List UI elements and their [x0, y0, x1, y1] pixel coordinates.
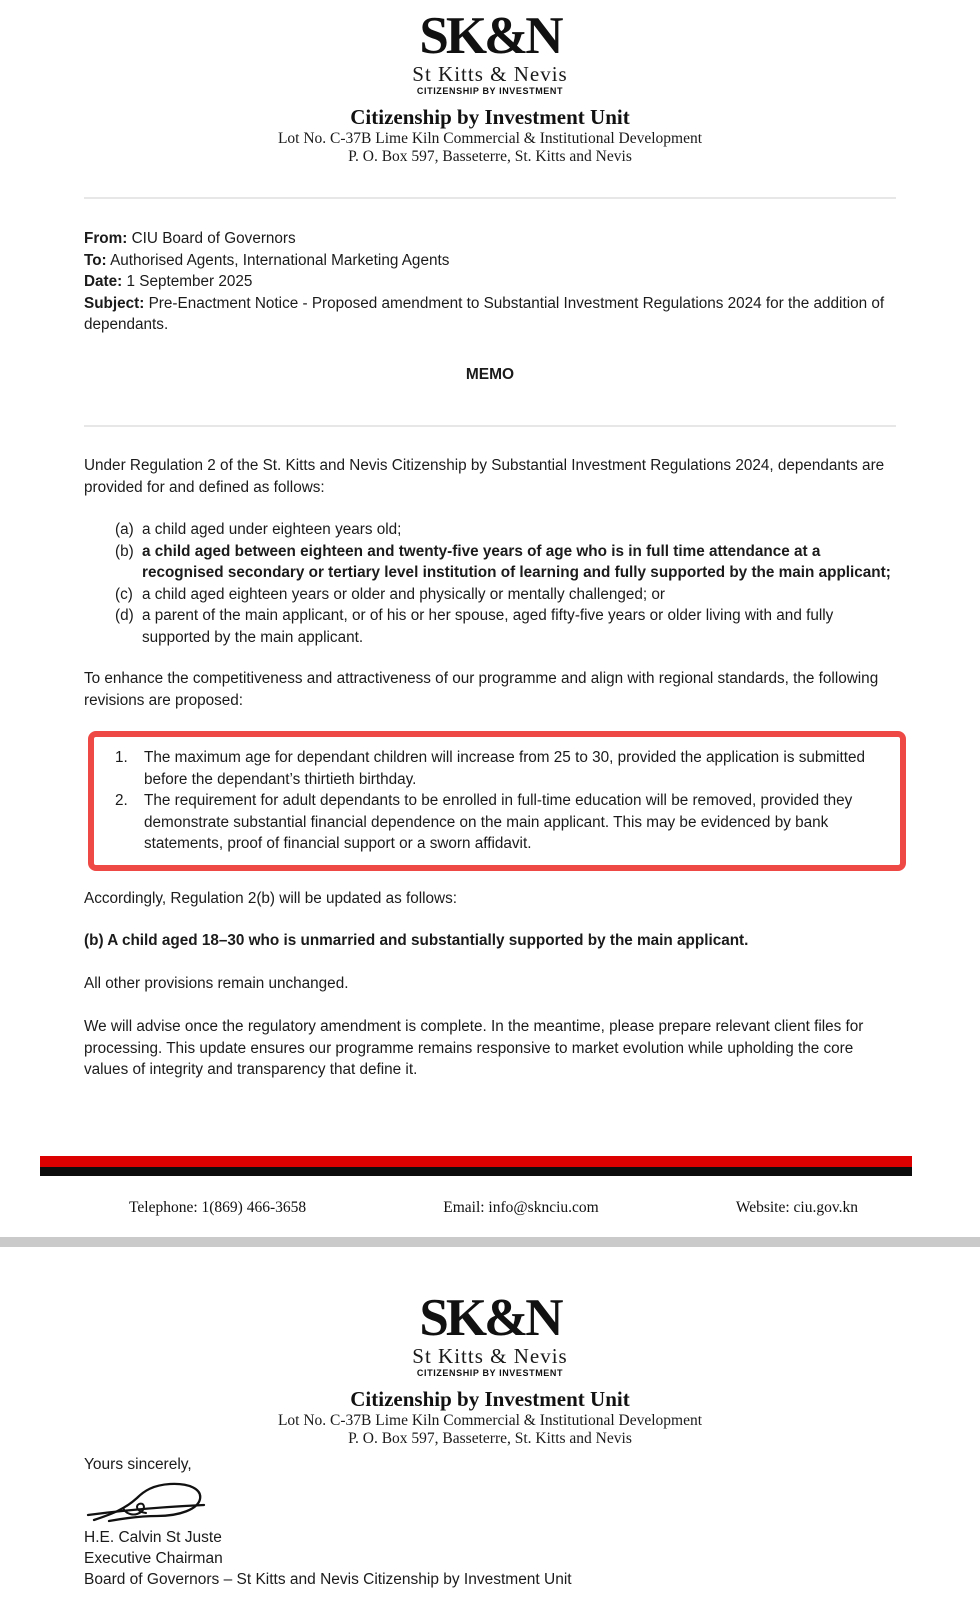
- from-value: CIU Board of Governors: [131, 230, 296, 248]
- footer-stripes: [40, 1156, 912, 1176]
- item-text: The maximum age for dependant children will increase from 25 to 30, provided the application is submitted before the dependant’s thirtieth birthday.: [144, 749, 866, 788]
- address-line-2: P. O. Box 597, Basseterre, St. Kitts and Nevis: [348, 148, 632, 166]
- memo-divider: [84, 425, 896, 427]
- brand-line: St Kitts & Nevis: [412, 62, 568, 86]
- footer-website: Website: ciu.gov.kn: [735, 1199, 858, 1216]
- signature-block: [84, 1454, 980, 1590]
- footer-contacts: [129, 1199, 858, 1217]
- skn-logo: SK&N: [419, 1289, 561, 1347]
- red-stripe: [40, 1156, 912, 1167]
- memo-page-2: [0, 1247, 980, 1608]
- item-text: a child aged eighteen years or older and physically or mentally challenged; or: [142, 585, 665, 603]
- date-label: Date:: [84, 273, 123, 291]
- revisions-intro: To enhance the competitiveness and attractiveness of our programme and align with regional standards, the following revisions are proposed:: [84, 670, 879, 709]
- black-stripe: [40, 1167, 912, 1176]
- valediction: Yours sincerely,: [84, 1456, 192, 1474]
- closing-paragraph: We will advise once the regulatory amendment is complete. In the meantime, please prepare relevant client files for processing. This update ensures our programme remains responsive to market evolution while upholding the core values of integrity and transparency that define it.: [84, 1018, 864, 1079]
- letterhead: [0, 0, 980, 165]
- list-item: [115, 519, 896, 541]
- date-value: 1 September 2025: [126, 273, 253, 291]
- revisions-list: [115, 747, 882, 855]
- address-line-2: P. O. Box 597, Basseterre, St. Kitts and Nevis: [348, 1430, 632, 1448]
- item-marker: 2.: [115, 792, 128, 810]
- letterhead: [0, 1247, 980, 1447]
- subject-label: Subject:: [84, 294, 145, 312]
- address-line-1: Lot No. C-37B Lime Kiln Commercial & Institutional Development: [277, 130, 703, 148]
- intro-paragraph: Under Regulation 2 of the St. Kitts and Nevis Citizenship by Substantial Investment Regulations 2024, dependants are provided for and defined as follows:: [84, 457, 885, 496]
- item-text: a child aged under eighteen years old;: [142, 521, 402, 539]
- memo-title: MEMO: [465, 365, 515, 383]
- address-line-1: Lot No. C-37B Lime Kiln Commercial & Institutional Development: [277, 1412, 703, 1430]
- to-label: To:: [84, 251, 107, 269]
- meta-subject: [84, 293, 896, 336]
- updated-clause: (b) A child aged 18–30 who is unmarried and substantially supported by the main applicant.: [84, 932, 749, 950]
- unchanged-paragraph: All other provisions remain unchanged.: [84, 974, 349, 992]
- skn-logo: SK&N: [419, 7, 561, 65]
- meta-date: [84, 271, 896, 293]
- memo-meta: [84, 228, 896, 336]
- list-item: [115, 747, 882, 790]
- item-text: The requirement for adult dependants to be enrolled in full-time education will be removed, provided they demonstrate substantial financial dependence on the main applicant. This may be evidenced by bank statements, proof of financial support or a sworn affidavit.: [144, 792, 853, 853]
- list-item: [115, 541, 896, 584]
- meta-from: [84, 228, 896, 250]
- list-item: [115, 790, 882, 855]
- brand-line: St Kitts & Nevis: [412, 1344, 568, 1368]
- signatory-title: Executive Chairman: [84, 1550, 223, 1568]
- to-value: Authorised Agents, International Marketing Agents: [110, 251, 450, 269]
- page-separator: [0, 1237, 980, 1247]
- from-label: From:: [84, 230, 128, 248]
- subject-value: Pre-Enactment Notice - Proposed amendment to Substantial Investment Regulations 2024 for the addition of dependants.: [84, 294, 885, 334]
- item-marker: (d): [115, 607, 134, 625]
- brand-tagline: CITIZENSHIP BY INVESTMENT: [416, 86, 564, 96]
- footer-telephone: Telephone: 1(869) 466-3658: [129, 1199, 307, 1216]
- brand-tagline: CITIZENSHIP BY INVESTMENT: [416, 1368, 564, 1378]
- signatory-name: H.E. Calvin St Juste: [84, 1529, 222, 1547]
- item-text: a parent of the main applicant, or of his or her spouse, aged fifty-five years or older living with and fully supported by the main applicant.: [142, 607, 834, 646]
- signatory-org: Board of Governors – St Kitts and Nevis Citizenship by Investment Unit: [84, 1571, 572, 1589]
- accordingly-paragraph: Accordingly, Regulation 2(b) will be updated as follows:: [84, 889, 457, 907]
- item-marker: (a): [115, 521, 134, 539]
- item-marker: (c): [115, 585, 133, 603]
- org-name: Citizenship by Investment Unit: [350, 1387, 630, 1411]
- signature-image: [86, 1479, 216, 1525]
- meta-to: [84, 250, 896, 272]
- item-marker: 1.: [115, 749, 128, 767]
- item-text: a child aged between eighteen and twenty-five years of age who is in full time attendance at a recognised secondary or tertiary level institution of learning and fully supported by the main applicant;: [142, 542, 891, 582]
- definitions-list: [115, 519, 896, 648]
- list-item: [115, 605, 896, 648]
- list-item: [115, 584, 896, 606]
- footer-email: Email: info@sknciu.com: [443, 1199, 599, 1216]
- highlighted-revisions-box: [88, 731, 906, 871]
- org-name: Citizenship by Investment Unit: [350, 105, 630, 129]
- item-marker: (b): [115, 542, 134, 560]
- header-divider: [84, 197, 896, 199]
